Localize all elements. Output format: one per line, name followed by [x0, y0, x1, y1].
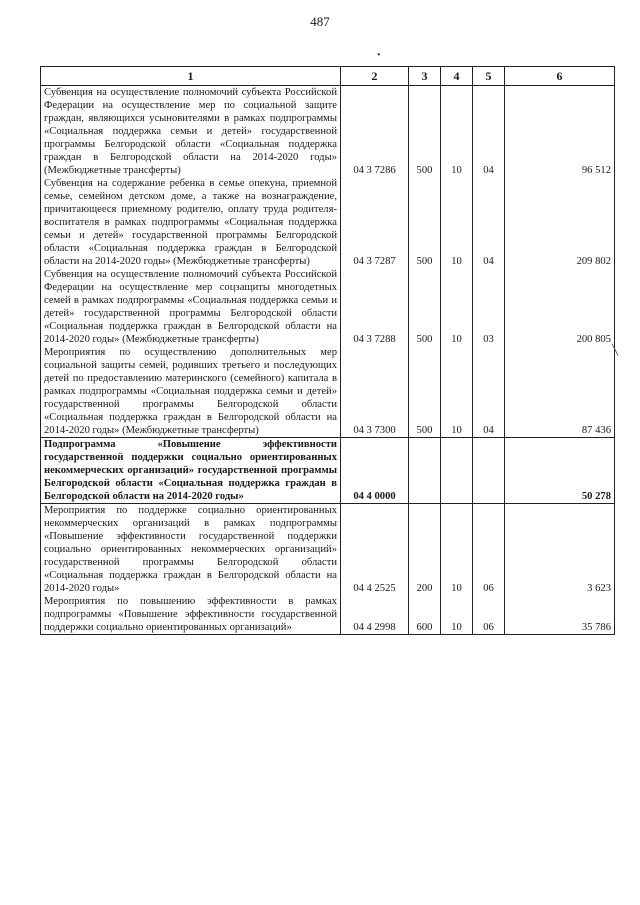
table-row: [41, 346, 615, 438]
amount-cell: 200 805: [505, 268, 615, 346]
section-cell: 10: [441, 177, 473, 268]
expense-type-cell: 500: [409, 268, 441, 346]
column-header: 4: [441, 67, 473, 86]
column-header: 5: [473, 67, 505, 86]
code-cell: 04 3 7286: [341, 86, 409, 178]
expense-type-cell: 500: [409, 86, 441, 178]
subsection-cell: 04: [473, 86, 505, 178]
section-cell: 10: [441, 504, 473, 596]
subsection-cell: 04: [473, 346, 505, 438]
scan-mark: ╲: [612, 345, 619, 356]
subsection-cell: 06: [473, 595, 505, 635]
description-cell: Субвенция на осуществление полномочий субъекта Российской Федерации на осуществление мер соцзащиты многодетных семей в рамках подпрограммы «Социальная поддержка семьи и детей» государственной программы Белгородской области «Социальная поддержка граждан в Белгородской области на 2014-2020 годы» (Межбюджетные трансферты): [41, 268, 341, 346]
page-number: 487: [310, 14, 330, 29]
amount-cell: 35 786: [505, 595, 615, 635]
description-cell: Субвенция на осуществление полномочий субъекта Российской Федерации на осуществление мер по социальной защите граждан, являющихся усыновителями в рамках подпрограммы «Социальная поддержка семьи и детей» государственной программы Белгородской области «Социальная поддержка граждан в Белгородской области на 2014-2020 годы» (Межбюджетные трансферты): [41, 86, 341, 178]
budget-table: [40, 66, 615, 635]
section-cell: [441, 438, 473, 504]
column-header: 1: [41, 67, 341, 86]
subsection-cell: 03: [473, 268, 505, 346]
section-cell: 10: [441, 595, 473, 635]
subsection-cell: 04: [473, 177, 505, 268]
column-header: 3: [409, 67, 441, 86]
amount-cell: 87 436: [505, 346, 615, 438]
code-cell: 04 3 7300: [341, 346, 409, 438]
description-cell: Мероприятия по осуществлению дополнительных мер социальной защиты семей, родивших третьего и последующих детей по предоставлению материнского (семейного) капитала в рамках подпрограммы «Социальная поддержка семьи и детей» государственной программы Белгородской области «Социальная поддержка граждан в Белгородской области на 2014-2020 годы» (Межбюджетные трансферты): [41, 346, 341, 438]
amount-cell: 96 512: [505, 86, 615, 178]
table-row: [41, 504, 615, 596]
code-cell: 04 3 7288: [341, 268, 409, 346]
description-cell: Мероприятия по поддержке социально ориентированных некоммерческих организаций в рамках подпрограммы «Повышение эффективности государственной поддержки социально ориентированных некоммерческих организаций» государственной программы Белгородской области «Социальная поддержка граждан в Белгородской области на 2014-2020 годы»: [41, 504, 341, 596]
subsection-cell: [473, 438, 505, 504]
code-cell: 04 4 0000: [341, 438, 409, 504]
table-header-row: [41, 67, 615, 86]
scan-mark: •: [377, 50, 381, 61]
expense-type-cell: 500: [409, 177, 441, 268]
section-cell: 10: [441, 346, 473, 438]
description-cell: Субвенция на содержание ребенка в семье опекуна, приемной семье, семейном детском доме, а также на вознаграждение, причитающееся приемному родителю, оплату труда родителя-воспитателя в рамках подпрограммы «Социальная поддержка семьи и детей» государственной программы Белгородской области «Социальная поддержка граждан в Белгородской области на 2014-2020 годы» (Межбюджетные трансферты): [41, 177, 341, 268]
amount-cell: 3 623: [505, 504, 615, 596]
code-cell: 04 4 2525: [341, 504, 409, 596]
section-cell: 10: [441, 86, 473, 178]
code-cell: 04 4 2998: [341, 595, 409, 635]
subsection-cell: 06: [473, 504, 505, 596]
table-row: [41, 595, 615, 635]
description-cell: Подпрограмма «Повышение эффективности государственной поддержки социально ориентированных некоммерческих организаций» государственной программы Белгородской области «Социальная поддержка граждан в Белгородской области на 2014-2020 годы»: [41, 438, 341, 504]
section-cell: 10: [441, 268, 473, 346]
table-row: [41, 268, 615, 346]
table-row: [41, 86, 615, 178]
expense-type-cell: 200: [409, 504, 441, 596]
description-cell: Мероприятия по повышению эффективности в рамках подпрограммы «Повышение эффективности государственной поддержки социально ориентированных организаций»: [41, 595, 341, 635]
table-row: [41, 438, 615, 504]
code-cell: 04 3 7287: [341, 177, 409, 268]
expense-type-cell: 500: [409, 346, 441, 438]
amount-cell: 50 278: [505, 438, 615, 504]
expense-type-cell: 600: [409, 595, 441, 635]
table-row: [41, 177, 615, 268]
expense-type-cell: [409, 438, 441, 504]
column-header: 6: [505, 67, 615, 86]
amount-cell: 209 802: [505, 177, 615, 268]
column-header: 2: [341, 67, 409, 86]
